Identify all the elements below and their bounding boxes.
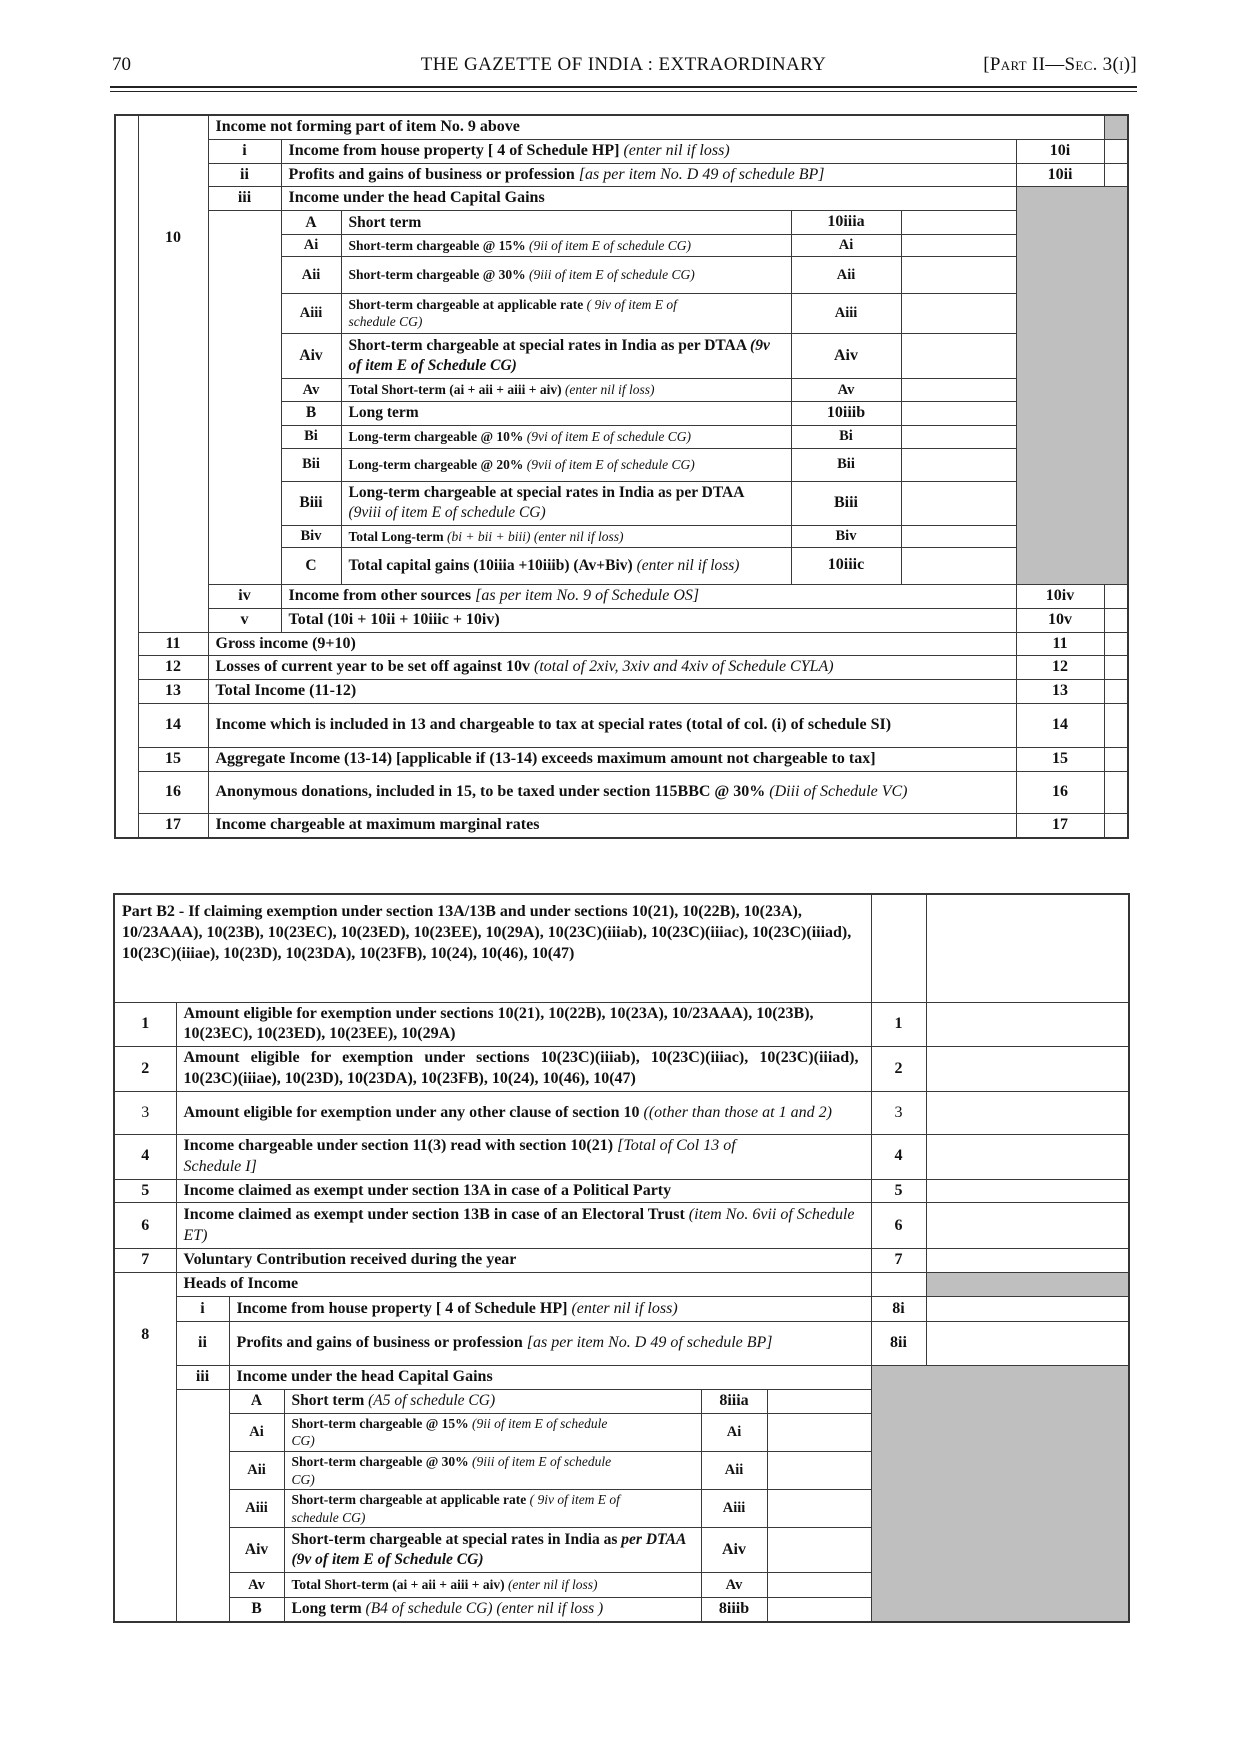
row-code: Bii — [791, 448, 901, 481]
page-number: 70 — [112, 54, 131, 75]
row-text: Income from other sources [as per item No. 9 of Schedule OS] — [281, 584, 1016, 608]
row-text: Short-term chargeable @ 30% (9iii of item E of schedule CG) — [284, 1451, 701, 1489]
row-code: 10ii — [1016, 163, 1104, 187]
part-b2-table — [113, 893, 1130, 1623]
row-number: Biii — [281, 481, 341, 525]
row-number: ii — [176, 1322, 229, 1366]
value-cell — [901, 333, 1016, 378]
value-cell — [901, 211, 1016, 235]
row-code: 10iiic — [791, 547, 901, 584]
row-text: Income chargeable at maximum marginal rates — [208, 813, 1016, 837]
row-code: Aiv — [701, 1528, 767, 1573]
row-number: Aii — [229, 1451, 284, 1489]
income-items-table — [114, 114, 1129, 839]
row-text: Total Short-term (ai + aii + aiii + aiv) (enter nil if loss) — [284, 1573, 701, 1598]
row-code: 7 — [871, 1249, 926, 1273]
row-code: 11 — [1016, 632, 1104, 656]
value-cell — [901, 293, 1016, 333]
row-note: [as per item No. D 49 of schedule BP] — [526, 1334, 773, 1352]
row-note: (B4 of schedule CG) (enter nil if loss ) — [365, 1600, 604, 1618]
row-code: 14 — [1016, 703, 1104, 747]
row-text: Total Long-term (bi + bii + biii) (enter nil if loss) — [341, 525, 791, 547]
row-code: Biii — [791, 481, 901, 525]
row-code: 10i — [1016, 139, 1104, 163]
row-note: (9iii of item E of schedule CG) — [291, 1453, 612, 1487]
row-number: 14 — [138, 703, 208, 747]
row-number: i — [176, 1297, 229, 1322]
row-number: Bi — [281, 425, 341, 448]
item-number-10: 10 — [138, 115, 208, 632]
row-text: Total (10i + 10ii + 10iiic + 10iv) — [281, 608, 1016, 632]
value-cell — [926, 1249, 1129, 1273]
row-text: Income claimed as exempt under section 13B in case of an Electoral Trust (item No. 6vii of Schedule ET) — [176, 1203, 871, 1249]
value-cell — [901, 256, 1016, 293]
value-cell — [1104, 656, 1128, 680]
row-text: Long-term chargeable @ 20% (9vii of item E of schedule CG) — [341, 448, 791, 481]
row-number: Aiv — [281, 333, 341, 378]
value-cell — [1104, 608, 1128, 632]
value-cell — [1104, 747, 1128, 771]
row-number: 1 — [114, 1002, 176, 1047]
row-number: A — [229, 1390, 284, 1414]
row-number: 15 — [138, 747, 208, 771]
row-code: Biv — [791, 525, 901, 547]
row-text: Profits and gains of business or profession [as per item No. D 49 of schedule BP] — [229, 1322, 871, 1366]
shaded-block — [871, 1366, 1129, 1622]
row-number: C — [281, 547, 341, 584]
value-cell — [926, 894, 1129, 1002]
row-code: Aii — [791, 256, 901, 293]
row-note: ( 9iv of item E of schedule CG) — [348, 296, 677, 330]
row-number: A — [281, 211, 341, 235]
value-cell — [767, 1598, 871, 1622]
row-number: 2 — [114, 1047, 176, 1092]
page-title: THE GAZETTE OF INDIA : EXTRAORDINARY — [420, 54, 827, 75]
shaded-block — [1016, 187, 1128, 584]
row-code: 3 — [871, 1092, 926, 1135]
page-header — [110, 52, 1137, 80]
row-code: Ai — [701, 1413, 767, 1451]
row-code: 10iiib — [791, 401, 901, 425]
row-number: Ai — [229, 1413, 284, 1451]
value-cell — [926, 1203, 1129, 1249]
left-margin-strip — [115, 115, 138, 838]
row-text: Amount eligible for exemption under sections 10(23C)(iiiab), 10(23C)(iiiac), 10(23C)(iiiad), 10(23C)(iiiae), 10(23D), 10(23DA), 10(23FB), 10(24), 10(46), 10(47) — [176, 1047, 871, 1092]
row-text: Long-term chargeable @ 10% (9vi of item E of schedule CG) — [341, 425, 791, 448]
row-code: 10v — [1016, 608, 1104, 632]
header-double-rule — [110, 86, 1137, 92]
row-number: v — [208, 608, 281, 632]
row-number: 16 — [138, 771, 208, 813]
value-cell — [926, 1297, 1129, 1322]
row-text: Long term (B4 of schedule CG) (enter nil if loss ) — [284, 1598, 701, 1622]
row-text: Income claimed as exempt under section 13A in case of a Political Party — [176, 1179, 871, 1203]
value-cell — [901, 547, 1016, 584]
row-text: Short-term chargeable at special rates in India as per DTAA (9v of item E of Schedule CG) — [341, 333, 791, 378]
row-number: 7 — [114, 1249, 176, 1273]
row-note: (enter nil if loss) — [564, 382, 655, 398]
value-cell — [767, 1390, 871, 1414]
row-text: Short term (A5 of schedule CG) — [284, 1390, 701, 1414]
row-number: 13 — [138, 680, 208, 704]
row-number: ii — [208, 163, 281, 187]
row-text: Short-term chargeable @ 15% (9ii of item E of schedule CG) — [341, 234, 791, 256]
value-cell — [1104, 771, 1128, 813]
row-number: Av — [281, 378, 341, 401]
row-text: Short-term chargeable @ 30% (9iii of item E of schedule CG) — [341, 256, 791, 293]
row-text: Total capital gains (10iiia +10iiib) (Av+Biv) (enter nil if loss) — [341, 547, 791, 584]
value-cell — [926, 1092, 1129, 1135]
row-number: B — [281, 401, 341, 425]
row-number: Aii — [281, 256, 341, 293]
row-code: Aii — [701, 1451, 767, 1489]
heads-of-income-header: Heads of Income — [176, 1273, 871, 1297]
row-number: 11 — [138, 632, 208, 656]
row-number: Aiv — [229, 1528, 284, 1573]
row-number: Aiii — [281, 293, 341, 333]
row-text: Short-term chargeable at applicable rate ( 9iv of item E of schedule CG) — [284, 1490, 701, 1528]
value-cell — [1104, 680, 1128, 704]
shaded-cell — [926, 1273, 1129, 1297]
row-text: Anonymous donations, included in 15, to be taxed under section 115BBC @ 30% (Diii of Schedule VC) — [208, 771, 1016, 813]
row-note: (enter nil if loss) — [636, 556, 740, 574]
value-cell — [926, 1047, 1129, 1092]
row-note: ( 9iv of item E of schedule CG) — [291, 1492, 620, 1525]
row-code: 8iiia — [701, 1390, 767, 1414]
row-text: Income chargeable under section 11(3) read with section 10(21) [Total of Col 13 of Schedule I] — [176, 1135, 871, 1180]
row-note: (9vii of item E of schedule CG) — [526, 457, 695, 472]
value-cell — [901, 448, 1016, 481]
row-code: 10iiia — [791, 211, 901, 235]
row-text: Amount eligible for exemption under sections 10(21), 10(22B), 10(23A), 10/23AAA), 10(23B), 10(23EC), 10(23ED), 10(23EE), 10(29A) — [176, 1002, 871, 1047]
value-cell — [901, 481, 1016, 525]
row-number: 17 — [138, 813, 208, 837]
row-note: (9iii of item E of schedule CG) — [529, 267, 695, 283]
shaded-cell — [1104, 115, 1128, 139]
spacer-cell — [871, 1273, 926, 1297]
row-note: (enter nil if loss) — [571, 1299, 678, 1317]
spacer-cell — [208, 211, 281, 585]
row-note: (9viii of item E of schedule CG) — [348, 504, 546, 522]
t1-section-header: Income not forming part of item No. 9 above — [208, 115, 1104, 139]
row-text: Profits and gains of business or profession [as per item No. D 49 of schedule BP] — [281, 163, 1016, 187]
row-number: Av — [229, 1573, 284, 1598]
value-cell — [1104, 163, 1128, 187]
row-code: Aiii — [701, 1490, 767, 1528]
row-code: Bi — [791, 425, 901, 448]
row-text: Income which is included in 13 and chargeable to tax at special rates (total of col. (i) of schedule SI) — [208, 703, 1016, 747]
row-number: 3 — [114, 1092, 176, 1135]
row-code: 8ii — [871, 1322, 926, 1366]
value-cell — [926, 1179, 1129, 1203]
row-code: 4 — [871, 1135, 926, 1180]
row-code: 13 — [1016, 680, 1104, 704]
row-text: Income under the head Capital Gains — [229, 1366, 871, 1390]
row-code: 12 — [1016, 656, 1104, 680]
row-text: Losses of current year to be set off against 10v (total of 2xiv, 3xiv and 4xiv of Schedule CYLA) — [208, 656, 1016, 680]
value-cell — [767, 1413, 871, 1451]
row-code: 1 — [871, 1002, 926, 1047]
row-number: 5 — [114, 1179, 176, 1203]
row-code: 10iv — [1016, 584, 1104, 608]
value-cell — [901, 525, 1016, 547]
value-cell — [901, 234, 1016, 256]
spacer-cell — [176, 1390, 229, 1622]
value-cell — [1104, 703, 1128, 747]
row-text: Amount eligible for exemption under any other clause of section 10 ((other than those at 1 and 2) — [176, 1092, 871, 1135]
row-number: iii — [176, 1366, 229, 1390]
row-text: Income under the head Capital Gains — [281, 187, 1016, 211]
row-text: Income from house property [ 4 of Schedule HP] (enter nil if loss) — [281, 139, 1016, 163]
row-code: Av — [791, 378, 901, 401]
value-cell — [1104, 813, 1128, 837]
row-text: Long-term chargeable at special rates in India as per DTAA (9viii of item E of schedule CG) — [341, 481, 791, 525]
row-text: Short-term chargeable at special rates in India as per DTAA (9v of item E of Schedule CG) — [284, 1528, 701, 1573]
row-note: ((other than those at 1 and 2) — [643, 1103, 832, 1121]
row-number: Biv — [281, 525, 341, 547]
value-cell — [926, 1002, 1129, 1047]
value-cell — [767, 1451, 871, 1489]
row-text: Gross income (9+10) — [208, 632, 1016, 656]
row-number: Ai — [281, 234, 341, 256]
row-number: Aiii — [229, 1490, 284, 1528]
row-note: [as per item No. 9 of Schedule OS] — [475, 586, 700, 604]
row-code: 15 — [1016, 747, 1104, 771]
row-text: Total Short-term (ai + aii + aiii + aiv) (enter nil if loss) — [341, 378, 791, 401]
row-text: Short-term chargeable at applicable rate ( 9iv of item E of schedule CG) — [341, 293, 791, 333]
row-code: Aiii — [791, 293, 901, 333]
row-text: Long term — [341, 401, 791, 425]
row-number: 6 — [114, 1203, 176, 1249]
row-number: Bii — [281, 448, 341, 481]
row-code: 8iiib — [701, 1598, 767, 1622]
row-note: (9vi of item E of schedule CG) — [526, 429, 691, 444]
row-text: Total Income (11-12) — [208, 680, 1016, 704]
page-part-section-label: [Part II—Sec. 3(i)] — [983, 54, 1137, 75]
row-text: Aggregate Income (13-14) [applicable if (13-14) exceeds maximum amount not chargeable to tax] — [208, 747, 1016, 771]
row-code: 16 — [1016, 771, 1104, 813]
row-note: [Total of Col 13 of Schedule I] — [183, 1137, 736, 1175]
row-number: iii — [208, 187, 281, 211]
row-code: 2 — [871, 1047, 926, 1092]
value-cell — [901, 425, 1016, 448]
value-cell — [1104, 139, 1128, 163]
row-text: Income from house property [ 4 of Schedule HP] (enter nil if loss) — [229, 1297, 871, 1322]
row-note: (9ii of item E of schedule CG) — [529, 237, 691, 253]
row-code: 6 — [871, 1203, 926, 1249]
row-note: (9v of item E of Schedule CG) — [348, 336, 770, 374]
row-code: 17 — [1016, 813, 1104, 837]
row-note: (A5 of schedule CG) — [368, 1392, 496, 1410]
value-cell — [767, 1528, 871, 1573]
row-text: Short-term chargeable @ 15% (9ii of item E of schedule CG) — [284, 1413, 701, 1451]
spacer-cell — [871, 894, 926, 1002]
value-cell — [926, 1135, 1129, 1180]
value-cell — [767, 1573, 871, 1598]
row-text: Voluntary Contribution received during the year — [176, 1249, 871, 1273]
row-note: (enter nil if loss) — [507, 1577, 598, 1593]
row-note: (total of 2xiv, 3xiv and 4xiv of Schedule CYLA) — [533, 658, 834, 676]
row-number: 4 — [114, 1135, 176, 1180]
row-number: 12 — [138, 656, 208, 680]
row-note: (Diii of Schedule VC) — [769, 782, 908, 800]
row-code: Av — [701, 1573, 767, 1598]
value-cell — [1104, 632, 1128, 656]
row-note: (bi + bii + biii) (enter nil if loss) — [447, 528, 624, 544]
row-note: [as per item No. D 49 of schedule BP] — [578, 165, 825, 183]
item-number-8: 8 — [114, 1273, 176, 1622]
value-cell — [901, 401, 1016, 425]
row-code: Aiv — [791, 333, 901, 378]
value-cell — [767, 1490, 871, 1528]
row-code: 5 — [871, 1179, 926, 1203]
row-number: i — [208, 139, 281, 163]
row-text: Short term — [341, 211, 791, 235]
row-number: iv — [208, 584, 281, 608]
row-note: (enter nil if loss) — [623, 141, 730, 159]
value-cell — [1104, 584, 1128, 608]
value-cell — [926, 1322, 1129, 1366]
value-cell — [901, 378, 1016, 401]
row-note: (9ii of item E of schedule CG) — [291, 1415, 608, 1449]
row-code: 8i — [871, 1297, 926, 1322]
row-note: (item No. 6vii of Schedule ET) — [183, 1206, 855, 1244]
row-code: Ai — [791, 234, 901, 256]
row-number: B — [229, 1598, 284, 1622]
row-note: per DTAA (9v of item E of Schedule CG) — [291, 1531, 686, 1569]
part-b2-header: Part B2 - If claiming exemption under section 13A/13B and under sections 10(21), 10(22B), 10(23A), 10/23AAA), 10(23B), 10(23EC), 10(23ED), 10(23EE), 10(29A), 10(23C)(iiiab), 10(23C)(iiiac), 10(23C)(iiiad), 10(23C)(iiiae), 10(23D), 10(23DA), 10(23FB), 10(24), 10(46), 10(47) — [114, 894, 871, 1002]
